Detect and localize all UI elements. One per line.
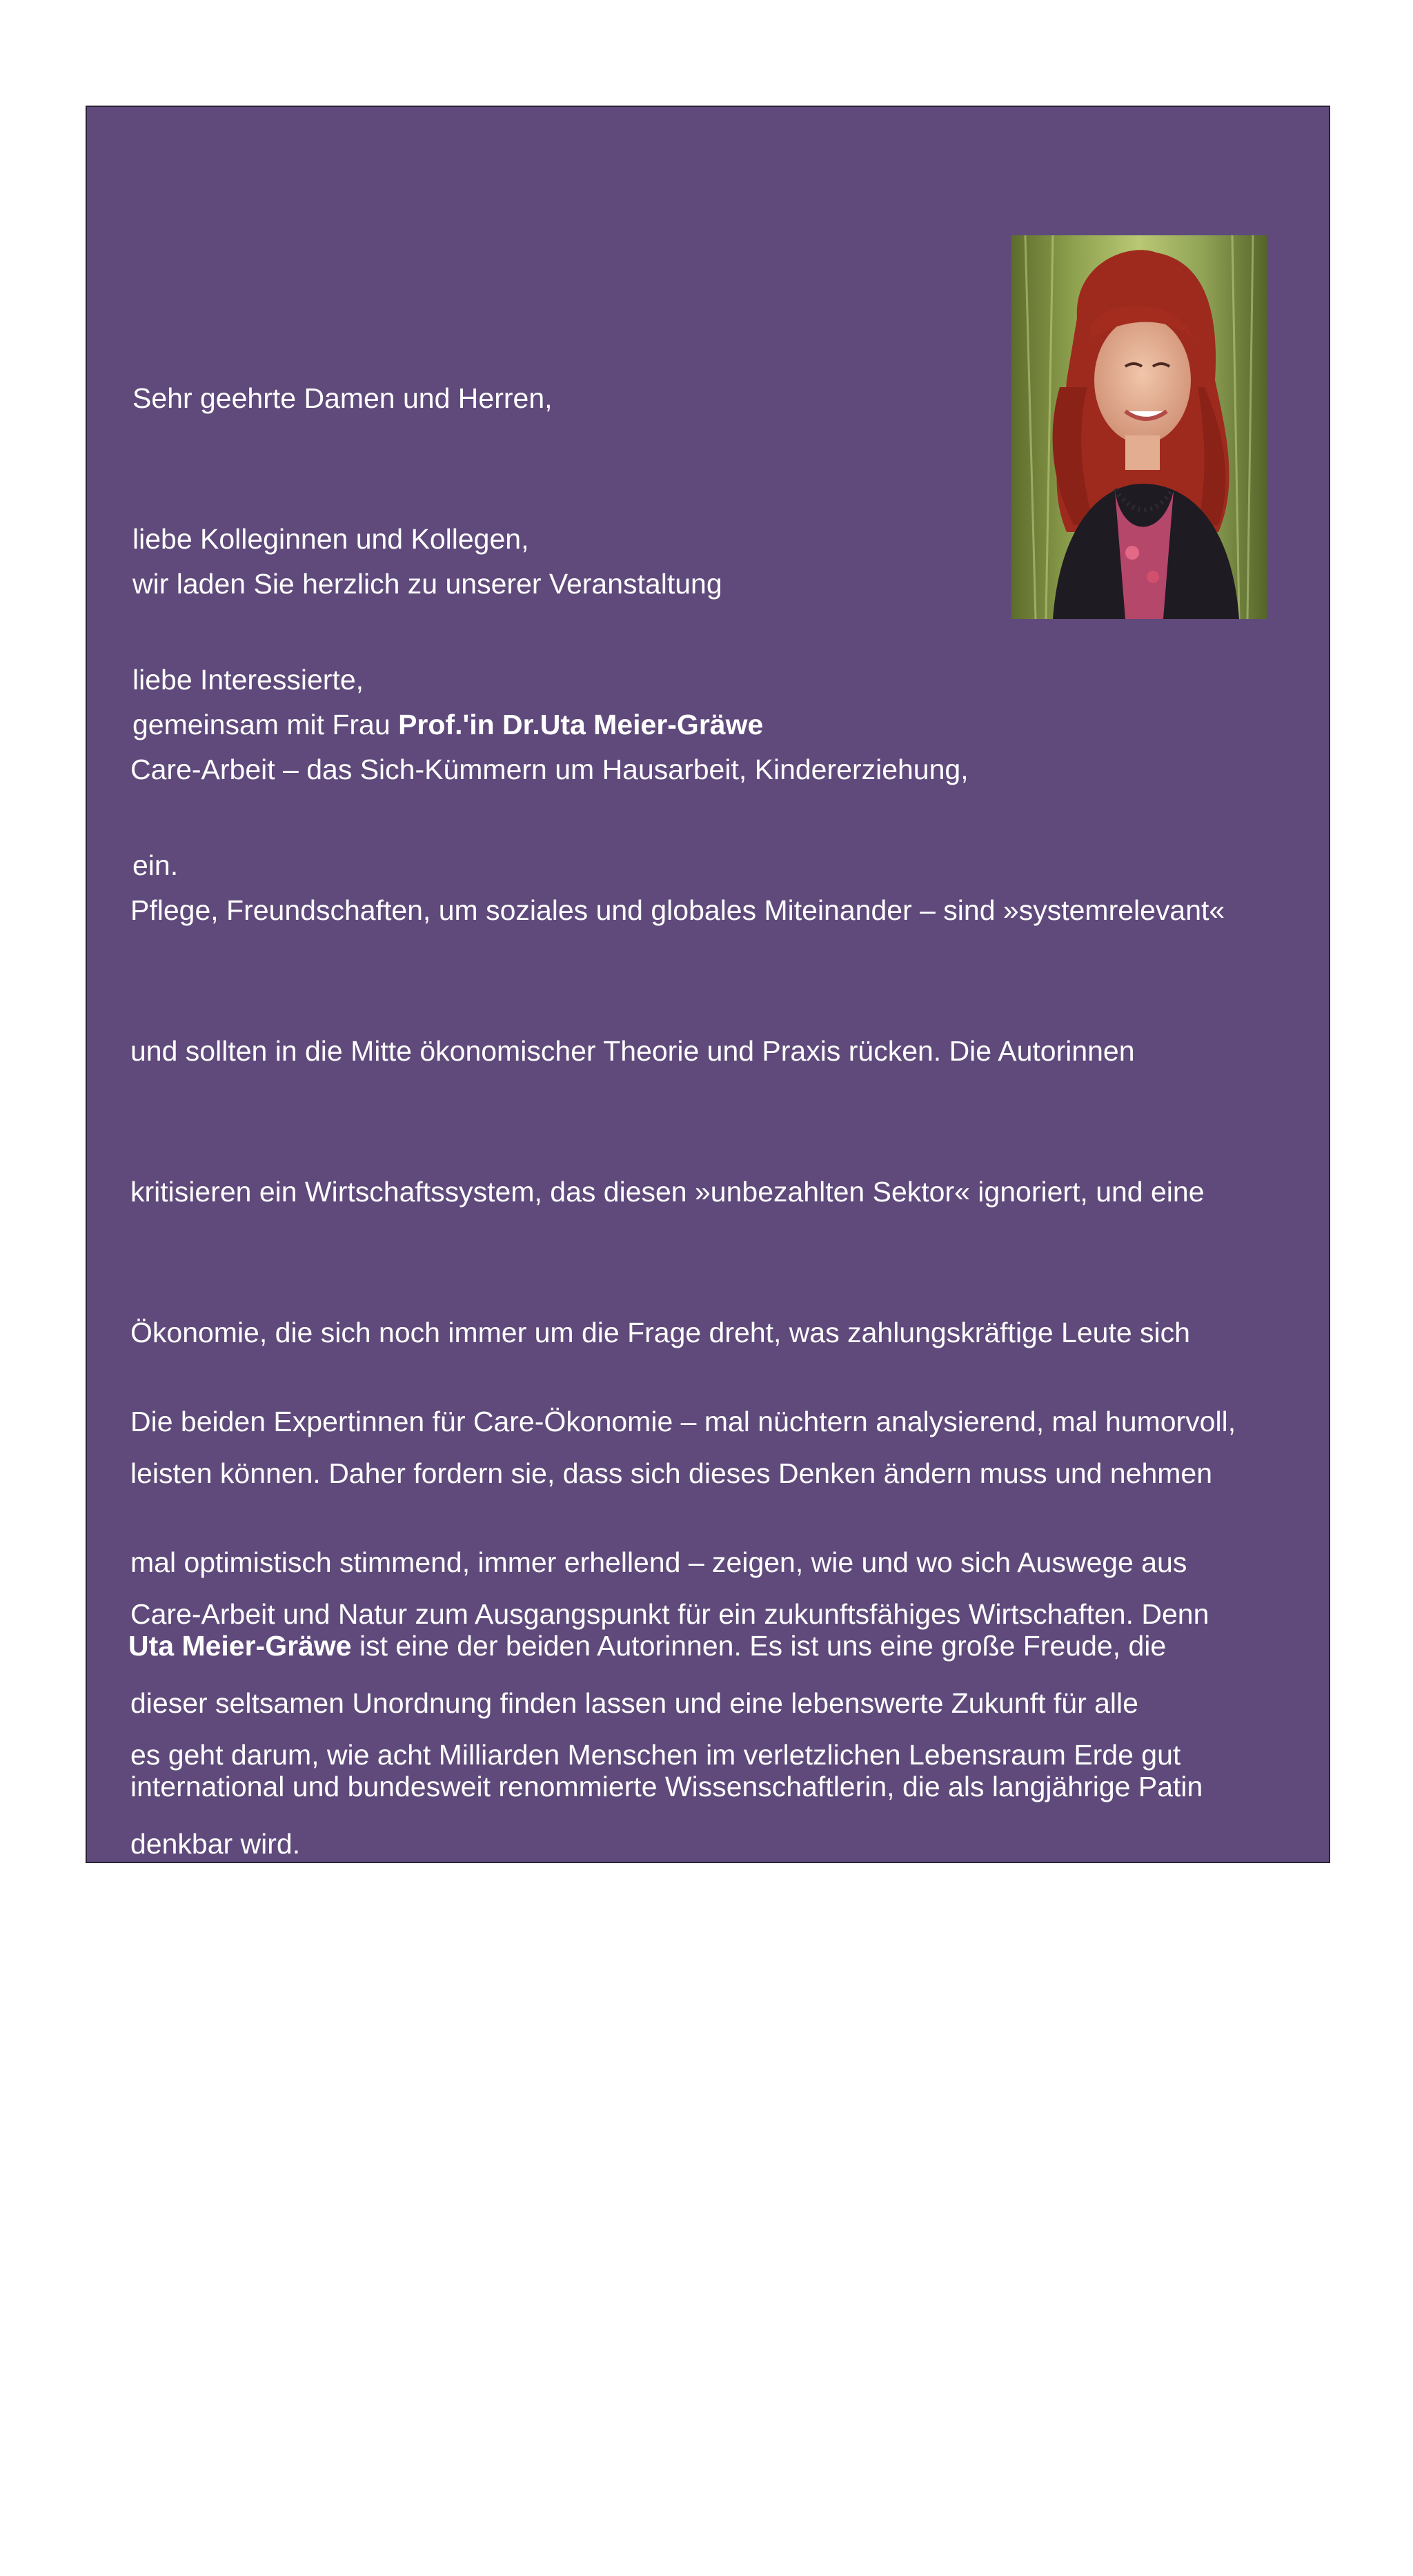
paragraph-line: 2017 hingegen nur acht Personen mehr besaßen als die ärmere Hälfte xyxy=(130,2302,1016,2334)
paragraph-line: Care-Arbeit – das Sich-Kümmern um Hausarbeit, Kindererziehung, xyxy=(130,754,969,785)
invitation-prefix: gemeinsam mit Frau xyxy=(132,709,399,740)
paragraph-line: des Mehrgenerationenhauses des Haus der Familie Guben e.V. auch in unserer Region xyxy=(130,1911,1229,1943)
author-intro: ist eine der beiden Autorinnen. Es ist uns eine große Freude, die xyxy=(351,1630,1167,1662)
invitation-line: wir laden Sie herzlich zu unserer Veranstaltung xyxy=(132,568,722,600)
paragraph-line: zusammenleben können. Ökosysteme geraten aus den Fugen, auf die xyxy=(130,1880,1013,1911)
paragraph-line xyxy=(128,1622,1252,1669)
salutation-line: Sehr geehrte Damen und Herren, xyxy=(132,382,553,414)
paragraph-line: mal optimistisch stimmend, immer erhellend – zeigen, wie und wo sich Auswege aus xyxy=(130,1546,1187,1578)
portrait-image xyxy=(1011,235,1267,619)
paragraph-line: wertvolle Sozialprojekte gemeinsam mit dem HdF im Bund, Land Brandenburg, Landkreis xyxy=(130,2052,1252,2084)
paragraph-line: und sollten in die Mitte ökonomischer Theorie und Praxis rücken. Die Autorinnen xyxy=(130,1035,1135,1067)
paragraph-line: kritisieren ein Wirtschaftssystem, das diesen »unbezahlten Sektor« ignoriert, und eine xyxy=(130,1176,1205,1208)
paragraph-line: Die beiden Expertinnen für Care-Ökonomie – mal nüchtern analysierend, mal humorvoll, xyxy=(130,1406,1236,1437)
invitation-line: ein. xyxy=(132,849,179,881)
paragraph-line: international und bundesweit renommierte Wissenschaftlerin, die als langjährige Patin xyxy=(130,1771,1203,1802)
salutation-line: liebe Interessierte, xyxy=(132,664,364,696)
paragraph-line: leisten können. Daher fordern sie, dass sich dieses Denken ändern muss und nehmen xyxy=(130,1457,1213,1489)
author-paragraph xyxy=(128,1528,1252,2326)
paragraph-line: Ökonomie, die sich noch immer um die Frage dreht, was zahlungskräftige Leute sich xyxy=(130,1317,1190,1348)
paragraph-line: Pflege, Freundschaften, um soziales und globales Miteinander – sind »systemrelevant« xyxy=(130,894,1225,926)
paragraph-line: Care-Arbeit und Natur zum Ausgangspunkt für ein zukunftsfähiges Wirtschaften. Denn xyxy=(130,1598,1209,1630)
paragraph-line: zukünftige Generationen existenziell angewiesen sind. Ein Großteil der Menschen xyxy=(130,2021,1156,2052)
salutation-line: liebe Kolleginnen und Kollegen, xyxy=(132,523,529,555)
paragraph-line: leisten täglich über zwölf Milliarden Stunden unbezahlte Sorgearbeit – während xyxy=(130,2161,1121,2193)
paragraph-line: denkbar wird. xyxy=(130,1828,301,1860)
paragraph-line: es geht darum, wie acht Milliarden Menschen im verletzlichen Lebensraum Erde gut xyxy=(130,1739,1181,1771)
paragraph-line: dieser seltsamen Unordnung finden lassen und eine lebenswerte Zukunft für alle xyxy=(130,1687,1138,1719)
letter-panel xyxy=(86,106,1330,2475)
author-name: Uta Meier-Gräwe xyxy=(128,1630,352,1662)
speaker-name: Prof.'in Dr.Uta Meier-Gräwe xyxy=(398,709,764,740)
paragraph-line: und Stadt erfolgreich umgesetzt hat, wieder in Guben begrüßen zu dürfen. xyxy=(130,2193,1062,2225)
speaker-portrait xyxy=(1011,235,1267,619)
paragraph-line: der Weltbevölkerung. xyxy=(130,2443,397,2475)
